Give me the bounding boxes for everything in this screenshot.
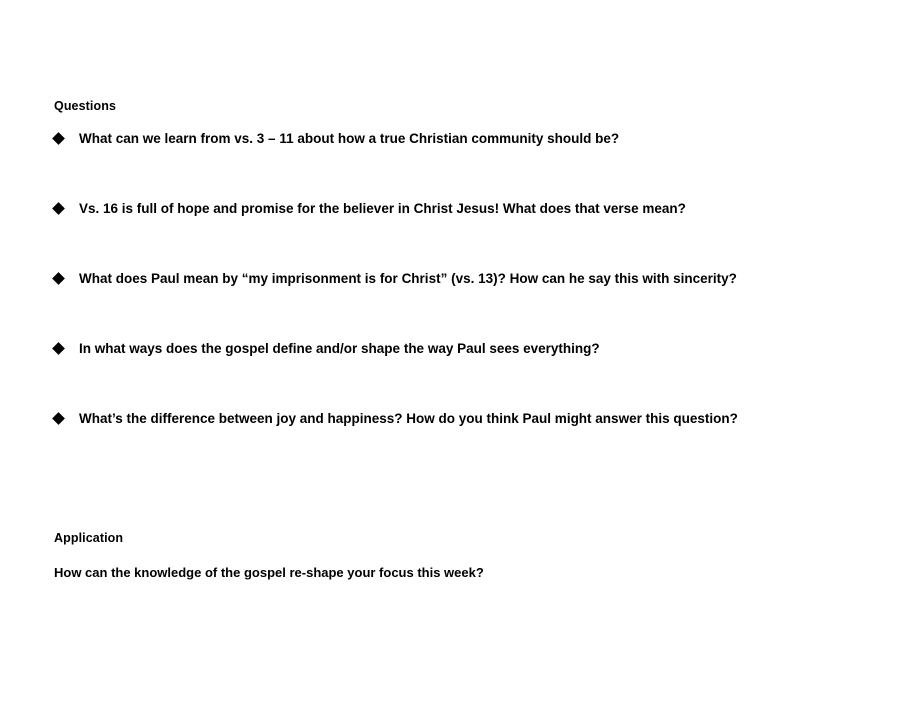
- diamond-bullet-icon: [52, 412, 65, 425]
- diamond-bullet-icon: [52, 342, 65, 355]
- diamond-bullet-icon: [52, 272, 65, 285]
- application-paragraph: How can the knowledge of the gospel re-shape your focus this week?: [54, 565, 484, 580]
- list-item: [54, 410, 884, 480]
- questions-list: [54, 130, 884, 480]
- application-section-heading: Application: [54, 531, 124, 545]
- list-item: [54, 270, 884, 340]
- list-item: [54, 340, 884, 410]
- question-text: In what ways does the gospel define and/or shape the way Paul sees everything?: [79, 341, 600, 356]
- question-text: What can we learn from vs. 3 – 11 about how a true Christian community should be?: [79, 131, 620, 146]
- question-text: What’s the difference between joy and happiness? How do you think Paul might answer this question?: [79, 411, 738, 426]
- list-item: [54, 200, 884, 270]
- diamond-bullet-icon: [52, 132, 65, 145]
- list-item: [54, 130, 884, 200]
- diamond-bullet-icon: [52, 202, 65, 215]
- questions-section-heading: Questions: [54, 99, 117, 113]
- question-text: Vs. 16 is full of hope and promise for the believer in Christ Jesus! What does that verse mean?: [79, 201, 686, 216]
- question-text: What does Paul mean by “my imprisonment is for Christ” (vs. 13)? How can he say this with sincerity?: [79, 271, 737, 286]
